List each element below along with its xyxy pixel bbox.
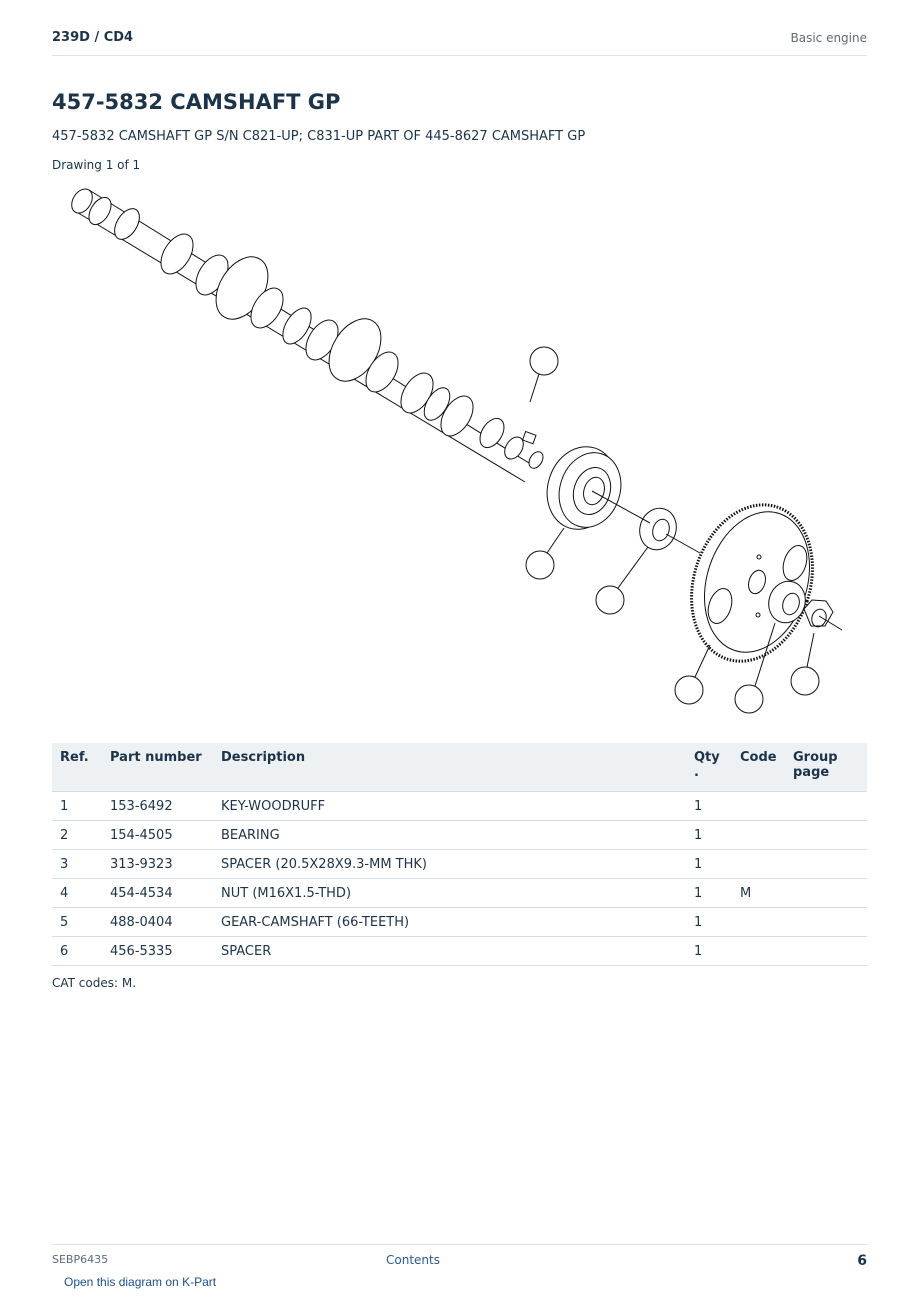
col-part-number-header: Part number: [102, 743, 213, 792]
table-row: [52, 879, 867, 908]
cell-ref: 1: [52, 792, 102, 821]
cell-part-number: 153-6492: [102, 792, 213, 821]
cell-group-page: [785, 821, 867, 850]
cell-group-page: [785, 908, 867, 937]
table-row: [52, 792, 867, 821]
cell-part-number: 456-5335: [102, 937, 213, 966]
page-title: 457-5832 CAMSHAFT GP: [52, 90, 341, 114]
cell-description: KEY-WOODRUFF: [213, 792, 686, 821]
cell-code: [732, 821, 785, 850]
col-description-header: Description: [213, 743, 686, 792]
section-label: Basic engine: [790, 31, 867, 45]
col-qty-header-text: Qty .: [694, 750, 720, 780]
cell-code: [732, 850, 785, 879]
cell-code: [732, 792, 785, 821]
cell-description: NUT (M16X1.5-THD): [213, 879, 686, 908]
cell-part-number: 154-4505: [102, 821, 213, 850]
gear-drawing: [672, 489, 832, 677]
col-qty-header: [686, 743, 732, 792]
cat-codes-note: CAT codes: M.: [52, 976, 137, 990]
cell-ref: 4: [52, 879, 102, 908]
drawing-count: Drawing 1 of 1: [52, 158, 141, 172]
cell-code: [732, 937, 785, 966]
col-ref-header: Ref.: [52, 743, 102, 792]
parts-table: [52, 743, 867, 966]
doc-number: SEBP6435: [52, 1253, 109, 1266]
spacer-drawing: [634, 503, 681, 554]
cell-qty: 1: [686, 821, 732, 850]
cell-part-number: 454-4534: [102, 879, 213, 908]
cell-qty: 1: [686, 908, 732, 937]
table-row: [52, 908, 867, 937]
cell-ref: 6: [52, 937, 102, 966]
bearing-drawing: [537, 438, 631, 539]
table-row: [52, 850, 867, 879]
cell-qty: 1: [686, 937, 732, 966]
cell-group-page: [785, 850, 867, 879]
table-row: [52, 937, 867, 966]
cell-code: M: [732, 879, 785, 908]
cell-part-number: 313-9323: [102, 850, 213, 879]
contents-link[interactable]: Contents: [386, 1253, 440, 1267]
cell-part-number: 488-0404: [102, 908, 213, 937]
kpart-link[interactable]: Open this diagram on K-Part: [64, 1275, 217, 1289]
table-header-row: [52, 743, 867, 792]
nut-drawing: [804, 600, 842, 630]
col-group-page-header: [785, 743, 867, 792]
camshaft-drawing: [67, 185, 545, 482]
page-subtitle: 457-5832 CAMSHAFT GP S/N C821-UP; C831-UP PART OF 445-8627 CAMSHAFT GP: [52, 129, 586, 144]
cell-code: [732, 908, 785, 937]
col-code-header: Code: [732, 743, 785, 792]
page-footer: [52, 1244, 867, 1269]
page-header: [52, 28, 867, 56]
cell-group-page: [785, 792, 867, 821]
cell-description: BEARING: [213, 821, 686, 850]
cell-qty: 1: [686, 850, 732, 879]
cell-description: GEAR-CAMSHAFT (66-TEETH): [213, 908, 686, 937]
cell-description: SPACER: [213, 937, 686, 966]
cell-group-page: [785, 879, 867, 908]
col-group-page-header-text: Group page: [793, 750, 838, 780]
cell-ref: 2: [52, 821, 102, 850]
exploded-parts-diagram: [52, 178, 867, 723]
cell-ref: 3: [52, 850, 102, 879]
cell-qty: 1: [686, 879, 732, 908]
page-number: 6: [857, 1253, 867, 1269]
cell-group-page: [785, 937, 867, 966]
cell-qty: 1: [686, 792, 732, 821]
cell-ref: 5: [52, 908, 102, 937]
model-label: 239D / CD4: [52, 30, 134, 45]
cell-description: SPACER (20.5X28X9.3-MM THK): [213, 850, 686, 879]
table-row: [52, 821, 867, 850]
